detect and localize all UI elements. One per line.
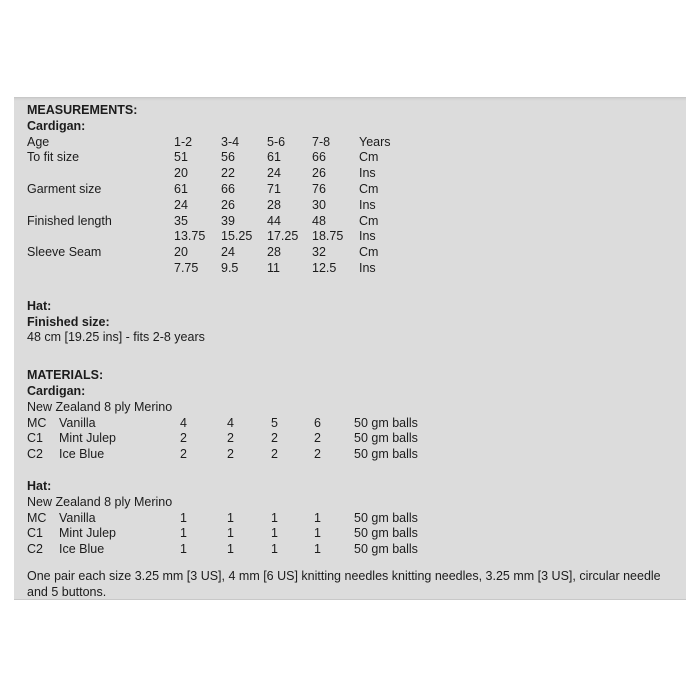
- ball-count: 2: [271, 447, 278, 462]
- measurements-heading: MEASUREMENTS:: [27, 103, 138, 117]
- ball-count: 6: [314, 415, 321, 430]
- measurement-unit: Cm: [359, 245, 379, 260]
- ball-count: 2: [314, 447, 321, 462]
- ball-count: 1: [227, 542, 234, 557]
- measurement-row: [27, 229, 677, 245]
- color-code: C2: [27, 447, 43, 462]
- ball-count: 1: [271, 542, 278, 557]
- cardigan-heading: Cardigan:: [27, 118, 86, 133]
- measurement-value: 76: [312, 181, 326, 196]
- ball-count: 1: [180, 510, 187, 525]
- ball-unit: 50 gm balls: [354, 542, 418, 557]
- measurement-value: 66: [312, 150, 326, 165]
- measurement-row: [27, 214, 677, 230]
- measurement-value: 5-6: [267, 134, 286, 149]
- measurement-label: To fit size: [27, 150, 80, 165]
- ball-count: 1: [314, 526, 321, 541]
- ball-count: 1: [314, 542, 321, 557]
- ball-count: 2: [227, 431, 234, 446]
- ball-unit: 50 gm balls: [354, 526, 418, 541]
- material-row: [27, 526, 677, 542]
- measurement-row: [27, 135, 677, 151]
- material-row: [27, 511, 677, 527]
- measurement-value: 28: [267, 197, 281, 212]
- hat-materials-table: [27, 511, 677, 558]
- ball-count: 1: [227, 526, 234, 541]
- measurement-value: 9.5: [221, 260, 239, 275]
- measurement-unit: Ins: [359, 197, 376, 212]
- material-row: [27, 542, 677, 558]
- ball-count: 2: [180, 447, 187, 462]
- measurement-value: 20: [174, 245, 188, 260]
- measurement-value: 26: [221, 197, 235, 212]
- needles-text: One pair each size 3.25 mm [3 US], 4 mm [6 US] knitting needles knitting needles, 3.25 mm [3 US], circular needle and 5 buttons.: [27, 568, 661, 599]
- measurement-value: 71: [267, 181, 281, 196]
- measurement-value: 61: [267, 150, 281, 165]
- color-name: Mint Julep: [59, 431, 116, 446]
- measurement-value: 15.25: [221, 229, 253, 244]
- measurement-label: Garment size: [27, 181, 102, 196]
- measurement-value: 44: [267, 213, 281, 228]
- measurement-value: 24: [174, 197, 188, 212]
- measurement-value: 17.25: [267, 229, 299, 244]
- measurement-row: [27, 150, 677, 166]
- measurement-row: [27, 166, 677, 182]
- color-code: C1: [27, 431, 43, 446]
- color-code: C2: [27, 542, 43, 557]
- measurement-value: 48: [312, 213, 326, 228]
- measurement-value: 26: [312, 166, 326, 181]
- color-name: Ice Blue: [59, 542, 105, 557]
- finished-size-text: 48 cm [19.25 ins] - fits 2-8 years: [27, 330, 205, 345]
- color-name: Ice Blue: [59, 447, 105, 462]
- ball-unit: 50 gm balls: [354, 415, 418, 430]
- pattern-sheet: [14, 97, 686, 600]
- materials-heading: MATERIALS:: [27, 368, 104, 383]
- measurement-row: [27, 182, 677, 198]
- color-name: Mint Julep: [59, 526, 116, 541]
- measurement-label: Age: [27, 134, 50, 149]
- measurement-value: 24: [221, 245, 235, 260]
- ball-unit: 50 gm balls: [354, 431, 418, 446]
- measurement-unit: Cm: [359, 181, 379, 196]
- measurement-unit: Ins: [359, 229, 376, 244]
- measurement-row: [27, 245, 677, 261]
- measurement-value: 12.5: [312, 260, 337, 275]
- ball-count: 4: [180, 415, 187, 430]
- measurement-label: Finished length: [27, 213, 112, 228]
- material-row: [27, 447, 677, 463]
- measurement-value: 22: [221, 166, 235, 181]
- cardigan-yarn: New Zealand 8 ply Merino: [27, 399, 173, 414]
- measurement-unit: Cm: [359, 150, 379, 165]
- measurement-value: 66: [221, 181, 235, 196]
- ball-count: 4: [227, 415, 234, 430]
- color-name: Vanilla: [59, 510, 96, 525]
- measurement-value: 39: [221, 213, 235, 228]
- measurement-value: 30: [312, 197, 326, 212]
- measurement-unit: Ins: [359, 166, 376, 181]
- finished-size-heading: Finished size:: [27, 314, 110, 329]
- measurement-value: 11: [267, 260, 280, 275]
- ball-count: 2: [314, 431, 321, 446]
- ball-count: 1: [227, 510, 234, 525]
- measurements-table: [27, 135, 677, 277]
- materials-hat-heading: Hat:: [27, 478, 52, 493]
- ball-count: 1: [271, 526, 278, 541]
- cardigan-materials-table: [27, 416, 677, 463]
- ball-count: 1: [314, 510, 321, 525]
- color-code: MC: [27, 415, 47, 430]
- measurement-value: 7-8: [312, 134, 331, 149]
- hat-heading: Hat:: [27, 298, 52, 313]
- measurement-value: 56: [221, 150, 235, 165]
- measurement-value: 7.75: [174, 260, 199, 275]
- ball-count: 5: [271, 415, 278, 430]
- measurement-value: 24: [267, 166, 281, 181]
- sheet-content: [27, 103, 677, 600]
- ball-count: 1: [180, 542, 187, 557]
- material-row: [27, 416, 677, 432]
- ball-count: 1: [180, 526, 187, 541]
- ball-count: 2: [180, 431, 187, 446]
- measurement-value: 20: [174, 166, 188, 181]
- ball-unit: 50 gm balls: [354, 510, 418, 525]
- measurement-value: 61: [174, 181, 188, 196]
- color-name: Vanilla: [59, 415, 96, 430]
- measurement-value: 51: [174, 150, 188, 165]
- color-code: C1: [27, 526, 43, 541]
- measurement-value: 18.75: [312, 229, 344, 244]
- materials-cardigan-heading: Cardigan:: [27, 383, 86, 398]
- measurement-row: [27, 261, 677, 277]
- measurement-value: 1-2: [174, 134, 193, 149]
- measurement-value: 35: [174, 213, 188, 228]
- measurement-value: 3-4: [221, 134, 240, 149]
- ball-count: 2: [271, 431, 278, 446]
- measurement-value: 28: [267, 245, 281, 260]
- ball-count: 1: [271, 510, 278, 525]
- measurement-label: Sleeve Seam: [27, 245, 102, 260]
- measurement-unit: Ins: [359, 260, 376, 275]
- hat-yarn: New Zealand 8 ply Merino: [27, 494, 173, 509]
- measurement-value: 32: [312, 245, 326, 260]
- measurement-value: 13.75: [174, 229, 206, 244]
- measurement-row: [27, 198, 677, 214]
- material-row: [27, 431, 677, 447]
- measurement-unit: Cm: [359, 213, 379, 228]
- ball-unit: 50 gm balls: [354, 447, 418, 462]
- measurement-unit: Years: [359, 134, 391, 149]
- ball-count: 2: [227, 447, 234, 462]
- color-code: MC: [27, 510, 47, 525]
